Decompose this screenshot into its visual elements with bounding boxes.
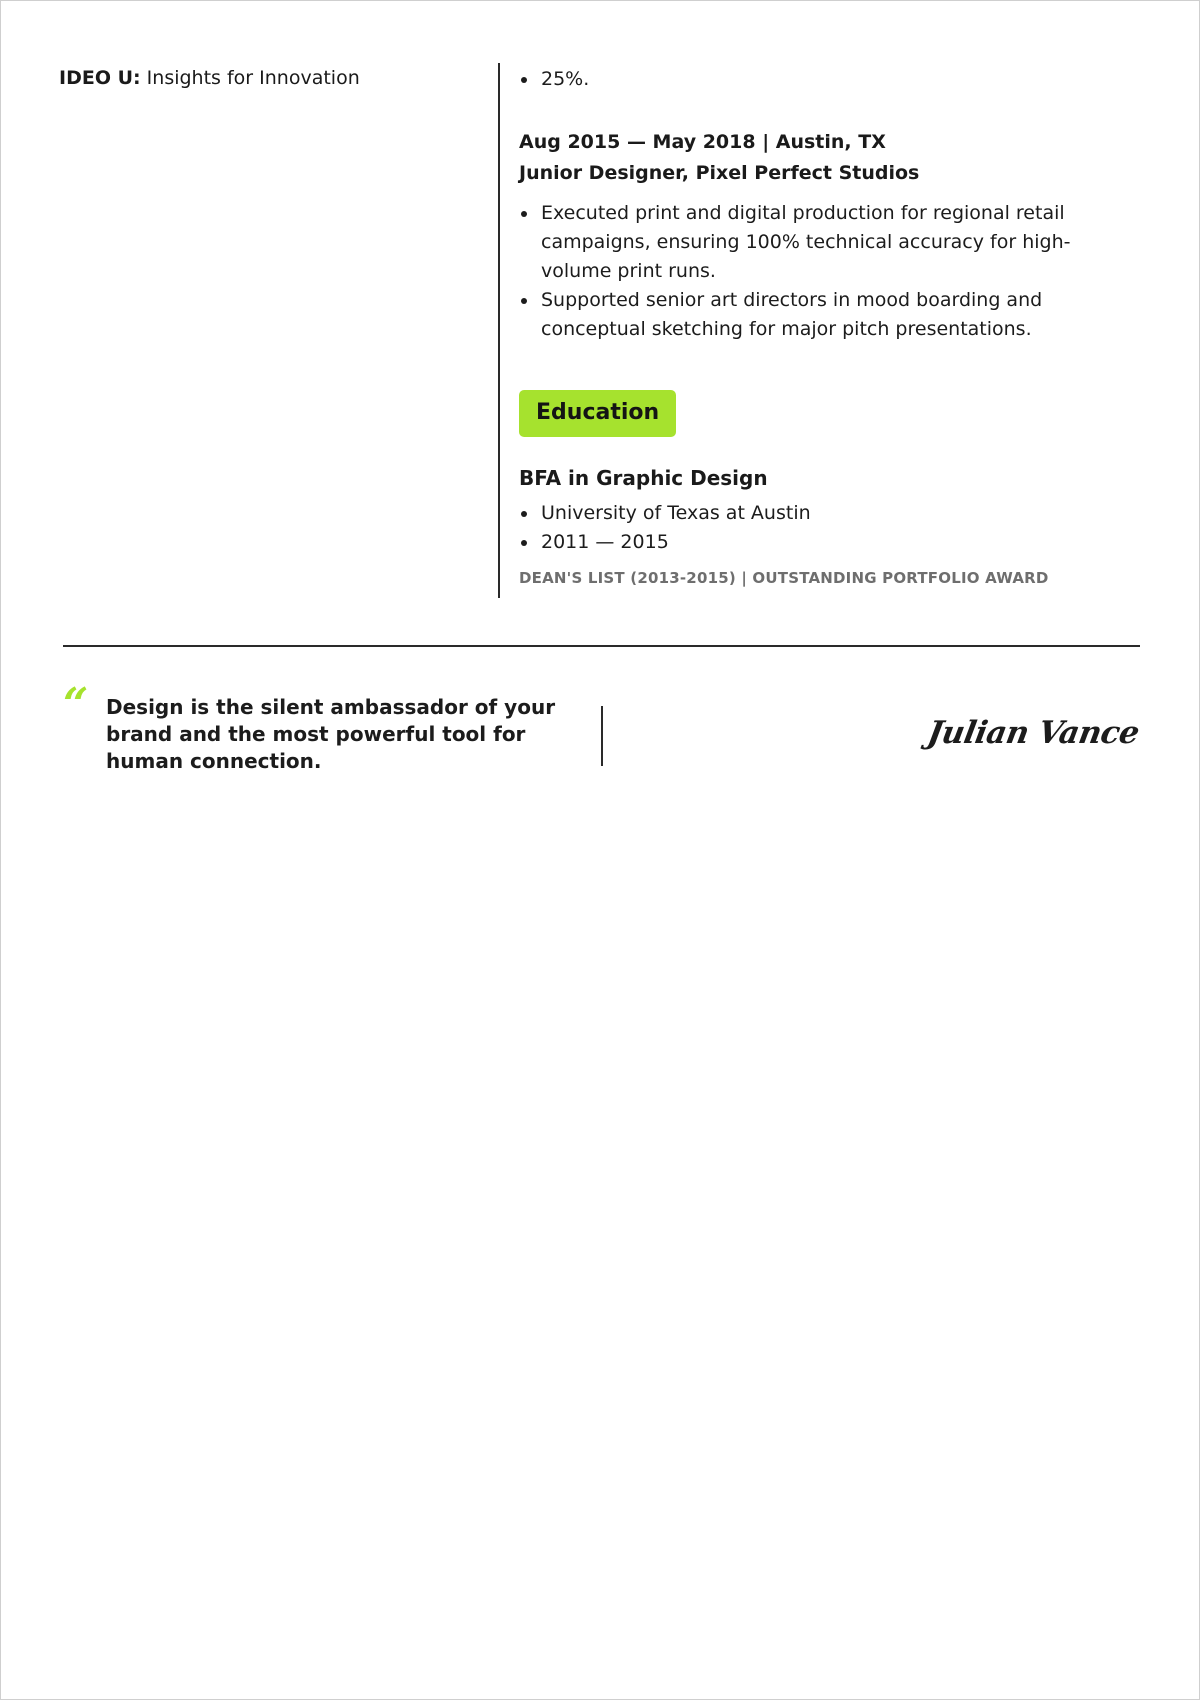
signature: Julian Vance	[925, 715, 1143, 751]
education-details	[519, 499, 1139, 557]
list-item: Supported senior art directors in mood boarding and conceptual sketching for major pitch presentations.	[519, 286, 1139, 344]
degree-title: BFA in Graphic Design	[519, 466, 768, 490]
footer-quote: Design is the silent ambassador of your brand and the most powerful tool for human connection.	[106, 695, 556, 773]
list-item: 2011 — 2015	[519, 528, 1139, 557]
footer-divider	[63, 645, 1140, 647]
sidebar-certifications	[59, 65, 479, 91]
previous-job-bullets	[519, 65, 1139, 94]
job-dates-location: Aug 2015 — May 2018 | Austin, TX	[519, 131, 886, 153]
column-divider	[498, 63, 500, 598]
quote-divider	[601, 706, 603, 766]
job-bullets	[519, 199, 1139, 344]
certification-provider: IDEO U:	[59, 67, 141, 89]
education-honors: DEAN'S LIST (2013-2015) | OUTSTANDING PORTFOLIO AWARD	[519, 569, 1049, 587]
quote-mark-icon: “	[63, 679, 89, 730]
certification-item	[59, 65, 479, 91]
list-item: Executed print and digital production for regional retail campaigns, ensuring 100% technical accuracy for high-volume print runs.	[519, 199, 1139, 286]
job-title: Junior Designer, Pixel Perfect Studios	[519, 162, 920, 184]
list-item: University of Texas at Austin	[519, 499, 1139, 528]
education-heading: Education	[519, 390, 676, 437]
certification-name: Insights for Innovation	[146, 67, 360, 89]
list-item: 25%.	[519, 65, 1139, 94]
main-column	[519, 65, 1139, 590]
